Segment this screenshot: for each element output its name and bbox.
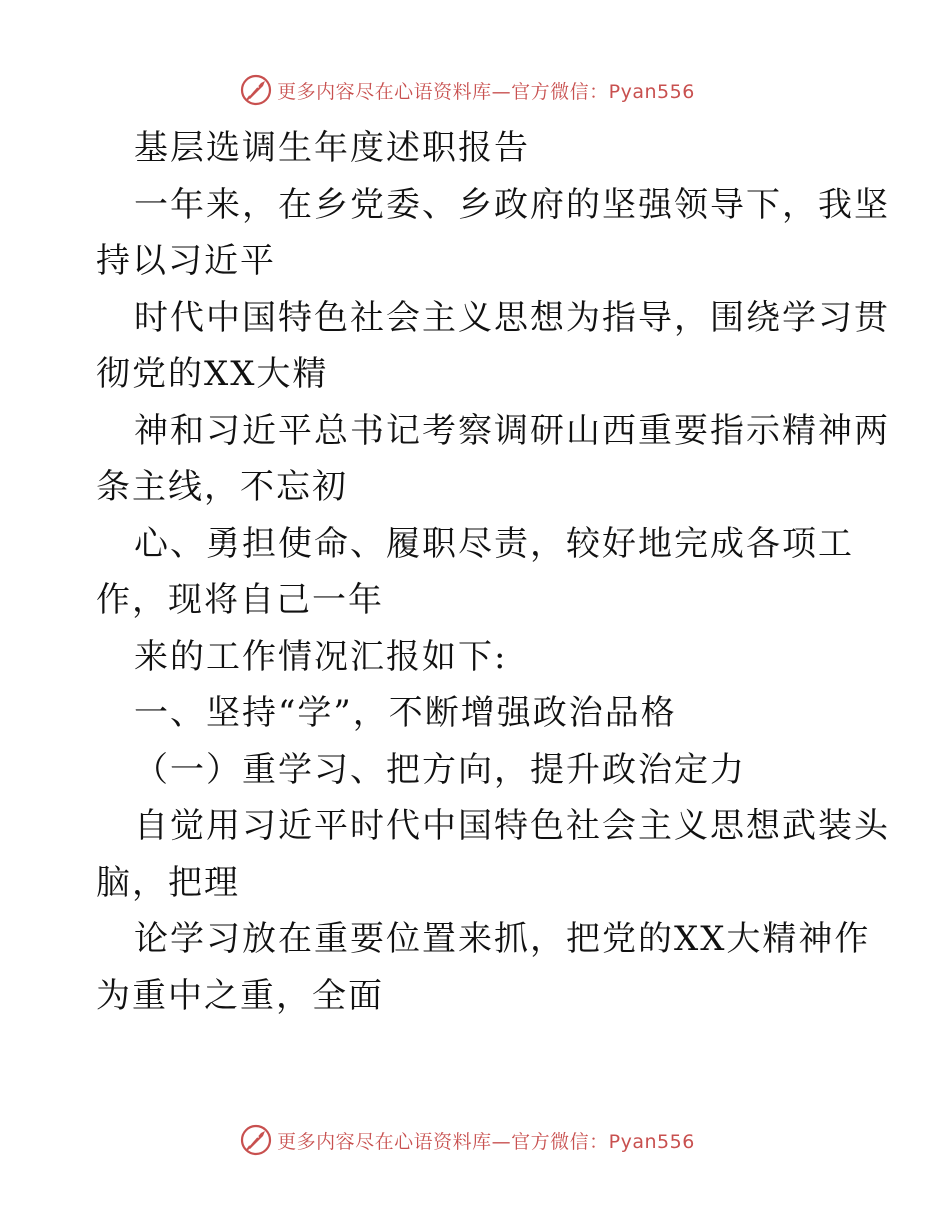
banner-text: 更多内容尽在心语资料库—官方微信：Pyan556 [277,80,695,103]
text-line: 条主线，不忘初 [96,467,348,507]
text-line: 论学习放在重要位置来抓，把党的XX大精神作 [134,919,871,959]
text-line: 作，现将自己一年 [96,580,384,620]
wechat-id: Pyan556 [608,1130,695,1153]
footer-banner [0,1120,950,1160]
text-line: （一）重学习、把方向，提升政治定力 [134,749,746,790]
text-line: 脑，把理 [96,862,240,903]
wechat-id: Pyan556 [608,80,695,103]
text-line: 神和习近平总书记考察调研山西重要指示精神两 [134,410,890,451]
document-body [96,120,890,1024]
quill-logo-icon [239,73,273,107]
text-line: 一、坚持“学”，不断增强政治品格 [134,693,677,733]
quill-logo-icon [239,1123,273,1157]
text-line: 彻党的XX大精 [96,354,329,394]
text-line: 心、勇担使命、履职尽责，较好地完成各项工 [134,523,854,564]
text-line: 时代中国特色社会主义思想为指导，围绕学习贯 [134,297,890,338]
text-line: 为重中之重，全面 [96,975,384,1016]
header-banner [0,70,950,110]
banner-text: 更多内容尽在心语资料库—官方微信：Pyan556 [277,1130,695,1153]
text-line: 一年来，在乡党委、乡政府的坚强领导下，我坚 [134,184,890,225]
text-line: 自觉用习近平时代中国特色社会主义思想武装头 [134,806,890,846]
text-line: 持以习近平 [96,241,276,281]
text-line: 来的工作情况汇报如下: [134,636,508,677]
text-line: 基层选调生年度述职报告 [134,128,530,168]
